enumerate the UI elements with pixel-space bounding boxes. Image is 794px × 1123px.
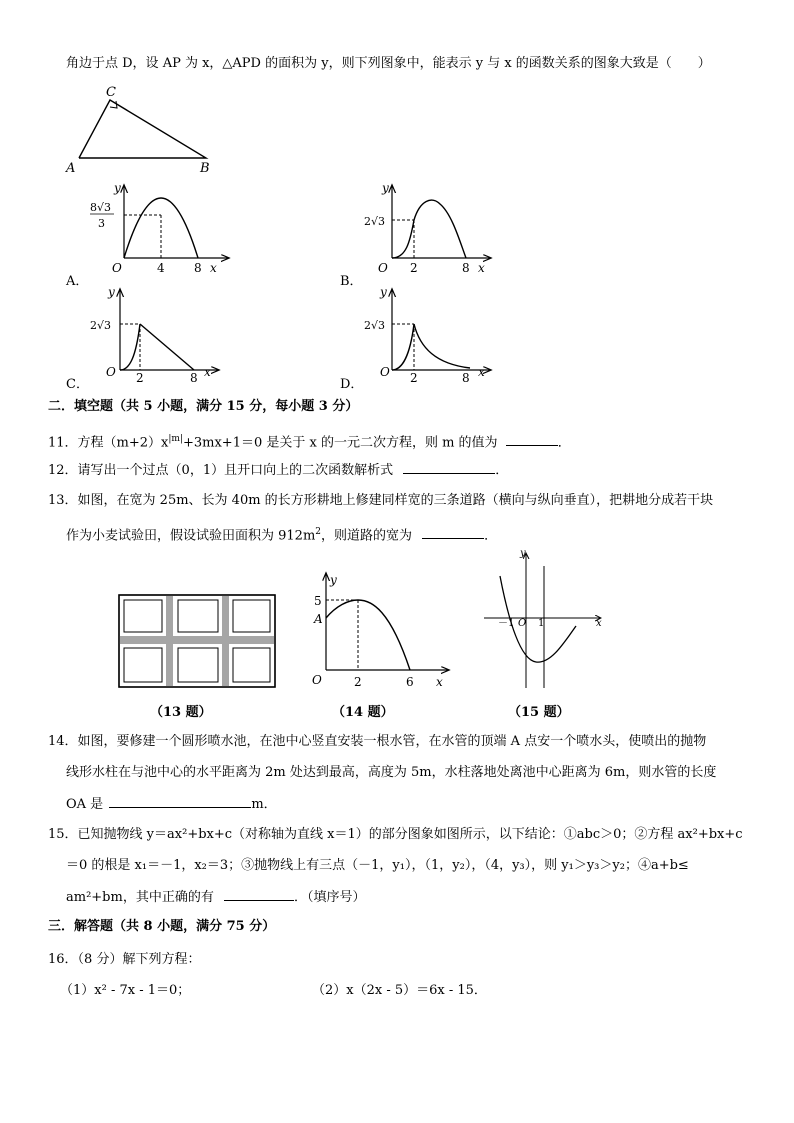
option-b-graph [340, 182, 520, 282]
q13-exponent: 2 [315, 527, 322, 537]
question-12 [48, 461, 508, 480]
option-d-graph [340, 284, 520, 384]
origin-label: O [378, 261, 388, 275]
q11-tail: ． [557, 435, 571, 451]
triangle-figure [60, 84, 220, 178]
option-c-graph [60, 284, 240, 384]
q13-tail: ． [484, 528, 498, 544]
question-16-part1: （1）x² - 7x - 1＝0； [60, 983, 191, 998]
q13-text-line2a: 作为小麦试验田，假设试验田面积为 912m [66, 528, 316, 544]
figure-15-graph [480, 548, 610, 694]
question-14-line3 [66, 795, 277, 814]
option-a-graph [60, 182, 240, 282]
q11-exponent: |m| [168, 434, 183, 444]
axis-label-y: y [380, 285, 387, 299]
q12-number: 12． [48, 463, 78, 478]
figure-13-field [118, 594, 278, 690]
xtick-1: 1 [538, 618, 545, 629]
axis-label-x: x [596, 618, 602, 629]
question-13-line1 [48, 492, 713, 510]
q11-text-part2: +3mx+1＝0 是关于 x 的一元二次方程，则 m 的值为 [182, 435, 498, 451]
figure-15-caption: （15 题） [508, 705, 570, 720]
axis-label-y: y [382, 181, 389, 195]
xtick-8: 8 [190, 371, 198, 385]
q13-number: 13． [48, 493, 78, 508]
q15-text-line3b: ．（填序号） [293, 890, 366, 905]
origin-label: O [380, 365, 390, 379]
question-15-line2: ＝0 的根是 x₁＝－1，x₂＝3；③抛物线上有三点（－1，y₁），（1，y₂），（4，y₃），则 y₁＞y₃＞y₂；④a+b≤ [66, 858, 689, 873]
figure-14-graph [306, 570, 456, 690]
q10-stem-tail: 角边于点 D，设 AP 为 x，△APD 的面积为 y，则下列图象中，能表示 y 与 x 的函数关系的图象大致是（ ） [66, 56, 711, 71]
origin-label: O [518, 618, 527, 629]
origin-label: O [312, 673, 322, 687]
origin-label: O [112, 261, 122, 275]
question-16-head: 16．（8 分）解下列方程： [48, 952, 201, 967]
option-d-label[interactable]: D． [340, 377, 364, 392]
axis-label-y: y [330, 573, 337, 587]
q11-answer-blank[interactable] [506, 433, 558, 446]
q15-answer-blank[interactable] [224, 888, 294, 901]
q15-text-line1: 已知抛物线 y＝ax²+bx+c（对称轴为直线 x＝1）的部分图象如图所示，以下结论：①abc＞0；②方程 ax²+bx+c [77, 827, 743, 842]
question-14-line1 [48, 733, 706, 751]
q12-answer-blank[interactable] [403, 461, 495, 474]
ytick-2sqrt3: 2√3 [90, 319, 112, 332]
q15-text-line3a: am²+bm，其中正确的有 [66, 890, 214, 905]
axis-label-y: y [520, 548, 526, 559]
option-b-label[interactable]: B． [340, 274, 363, 289]
q12-tail: ． [495, 463, 509, 478]
point-a-label: A [314, 612, 323, 626]
axis-label-x: x [478, 261, 485, 275]
figure-14-caption: （14 题） [332, 705, 394, 720]
q14-number: 14． [48, 734, 78, 749]
xtick-6: 6 [406, 675, 414, 689]
ytick-2sqrt3: 2√3 [364, 215, 386, 228]
axis-label-x: x [204, 365, 211, 379]
triangle-label-c: C [106, 85, 116, 100]
q13-text-line1: 如图，在宽为 25m、长为 40m 的长方形耕地上修建同样宽的三条道路（横向与纵向垂直），把耕地分成若干块 [77, 493, 714, 508]
q13-answer-blank[interactable] [422, 526, 484, 539]
xtick-4: 4 [157, 261, 165, 275]
xtick-8: 8 [194, 261, 202, 275]
axis-label-x: x [210, 261, 217, 275]
section-3-heading: 三．解答题（共 8 小题，满分 75 分） [48, 919, 276, 934]
axis-label-y: y [108, 285, 115, 299]
ytick-denominator: 3 [98, 217, 105, 230]
section-2-heading: 二．填空题（共 5 小题，满分 15 分，每小题 3 分） [48, 399, 359, 414]
q11-number: 11． [48, 435, 78, 451]
axis-label-x: x [478, 365, 485, 379]
q14-text-line1: 如图，要修建一个圆形喷水池，在池中心竖直安装一根水管，在水管的顶端 A 点安一个喷水头，使喷出的抛物 [77, 734, 707, 749]
xtick-2: 2 [410, 371, 418, 385]
option-c-label[interactable]: C． [66, 377, 89, 392]
xtick-neg1: －1 [498, 618, 515, 629]
xtick-8: 8 [462, 371, 470, 385]
q11-text-part1: 方程（m+2）x [77, 435, 169, 451]
question-16-part2: （2）x（2x - 5）＝6x - 15． [312, 983, 487, 998]
xtick-8: 8 [462, 261, 470, 275]
question-13-line2 [66, 523, 497, 545]
ytick-5: 5 [314, 594, 322, 608]
triangle-label-b: B [200, 161, 210, 176]
xtick-2: 2 [410, 261, 418, 275]
question-15-line1 [48, 826, 743, 844]
triangle-label-a: A [66, 161, 76, 176]
q14-text-line3a: OA 是 [66, 797, 104, 812]
ytick-2sqrt3: 2√3 [364, 319, 386, 332]
q14-text-line3b: m． [251, 797, 277, 812]
xtick-2: 2 [354, 675, 362, 689]
ytick-numerator: 8√3 [90, 201, 112, 214]
question-15-line3 [66, 888, 366, 907]
q13-text-line2b: ，则道路的宽为 [321, 528, 413, 544]
option-a-label[interactable]: A． [66, 274, 89, 289]
xtick-2: 2 [136, 371, 144, 385]
figure-13-caption: （13 题） [150, 705, 212, 720]
question-14-line2: 线形水柱在与池中心的水平距离为 2m 处达到最高，高度为 5m，水柱落地处离池中心距离为 6m，则水管的长度 [66, 765, 717, 780]
origin-label: O [106, 365, 116, 379]
question-11 [48, 430, 571, 452]
q12-text: 请写出一个过点（0，1）且开口向上的二次函数解析式 [77, 463, 394, 478]
q14-answer-blank[interactable] [109, 795, 251, 808]
q15-number: 15． [48, 827, 78, 842]
axis-label-y: y [114, 181, 121, 195]
axis-label-x: x [436, 675, 443, 689]
